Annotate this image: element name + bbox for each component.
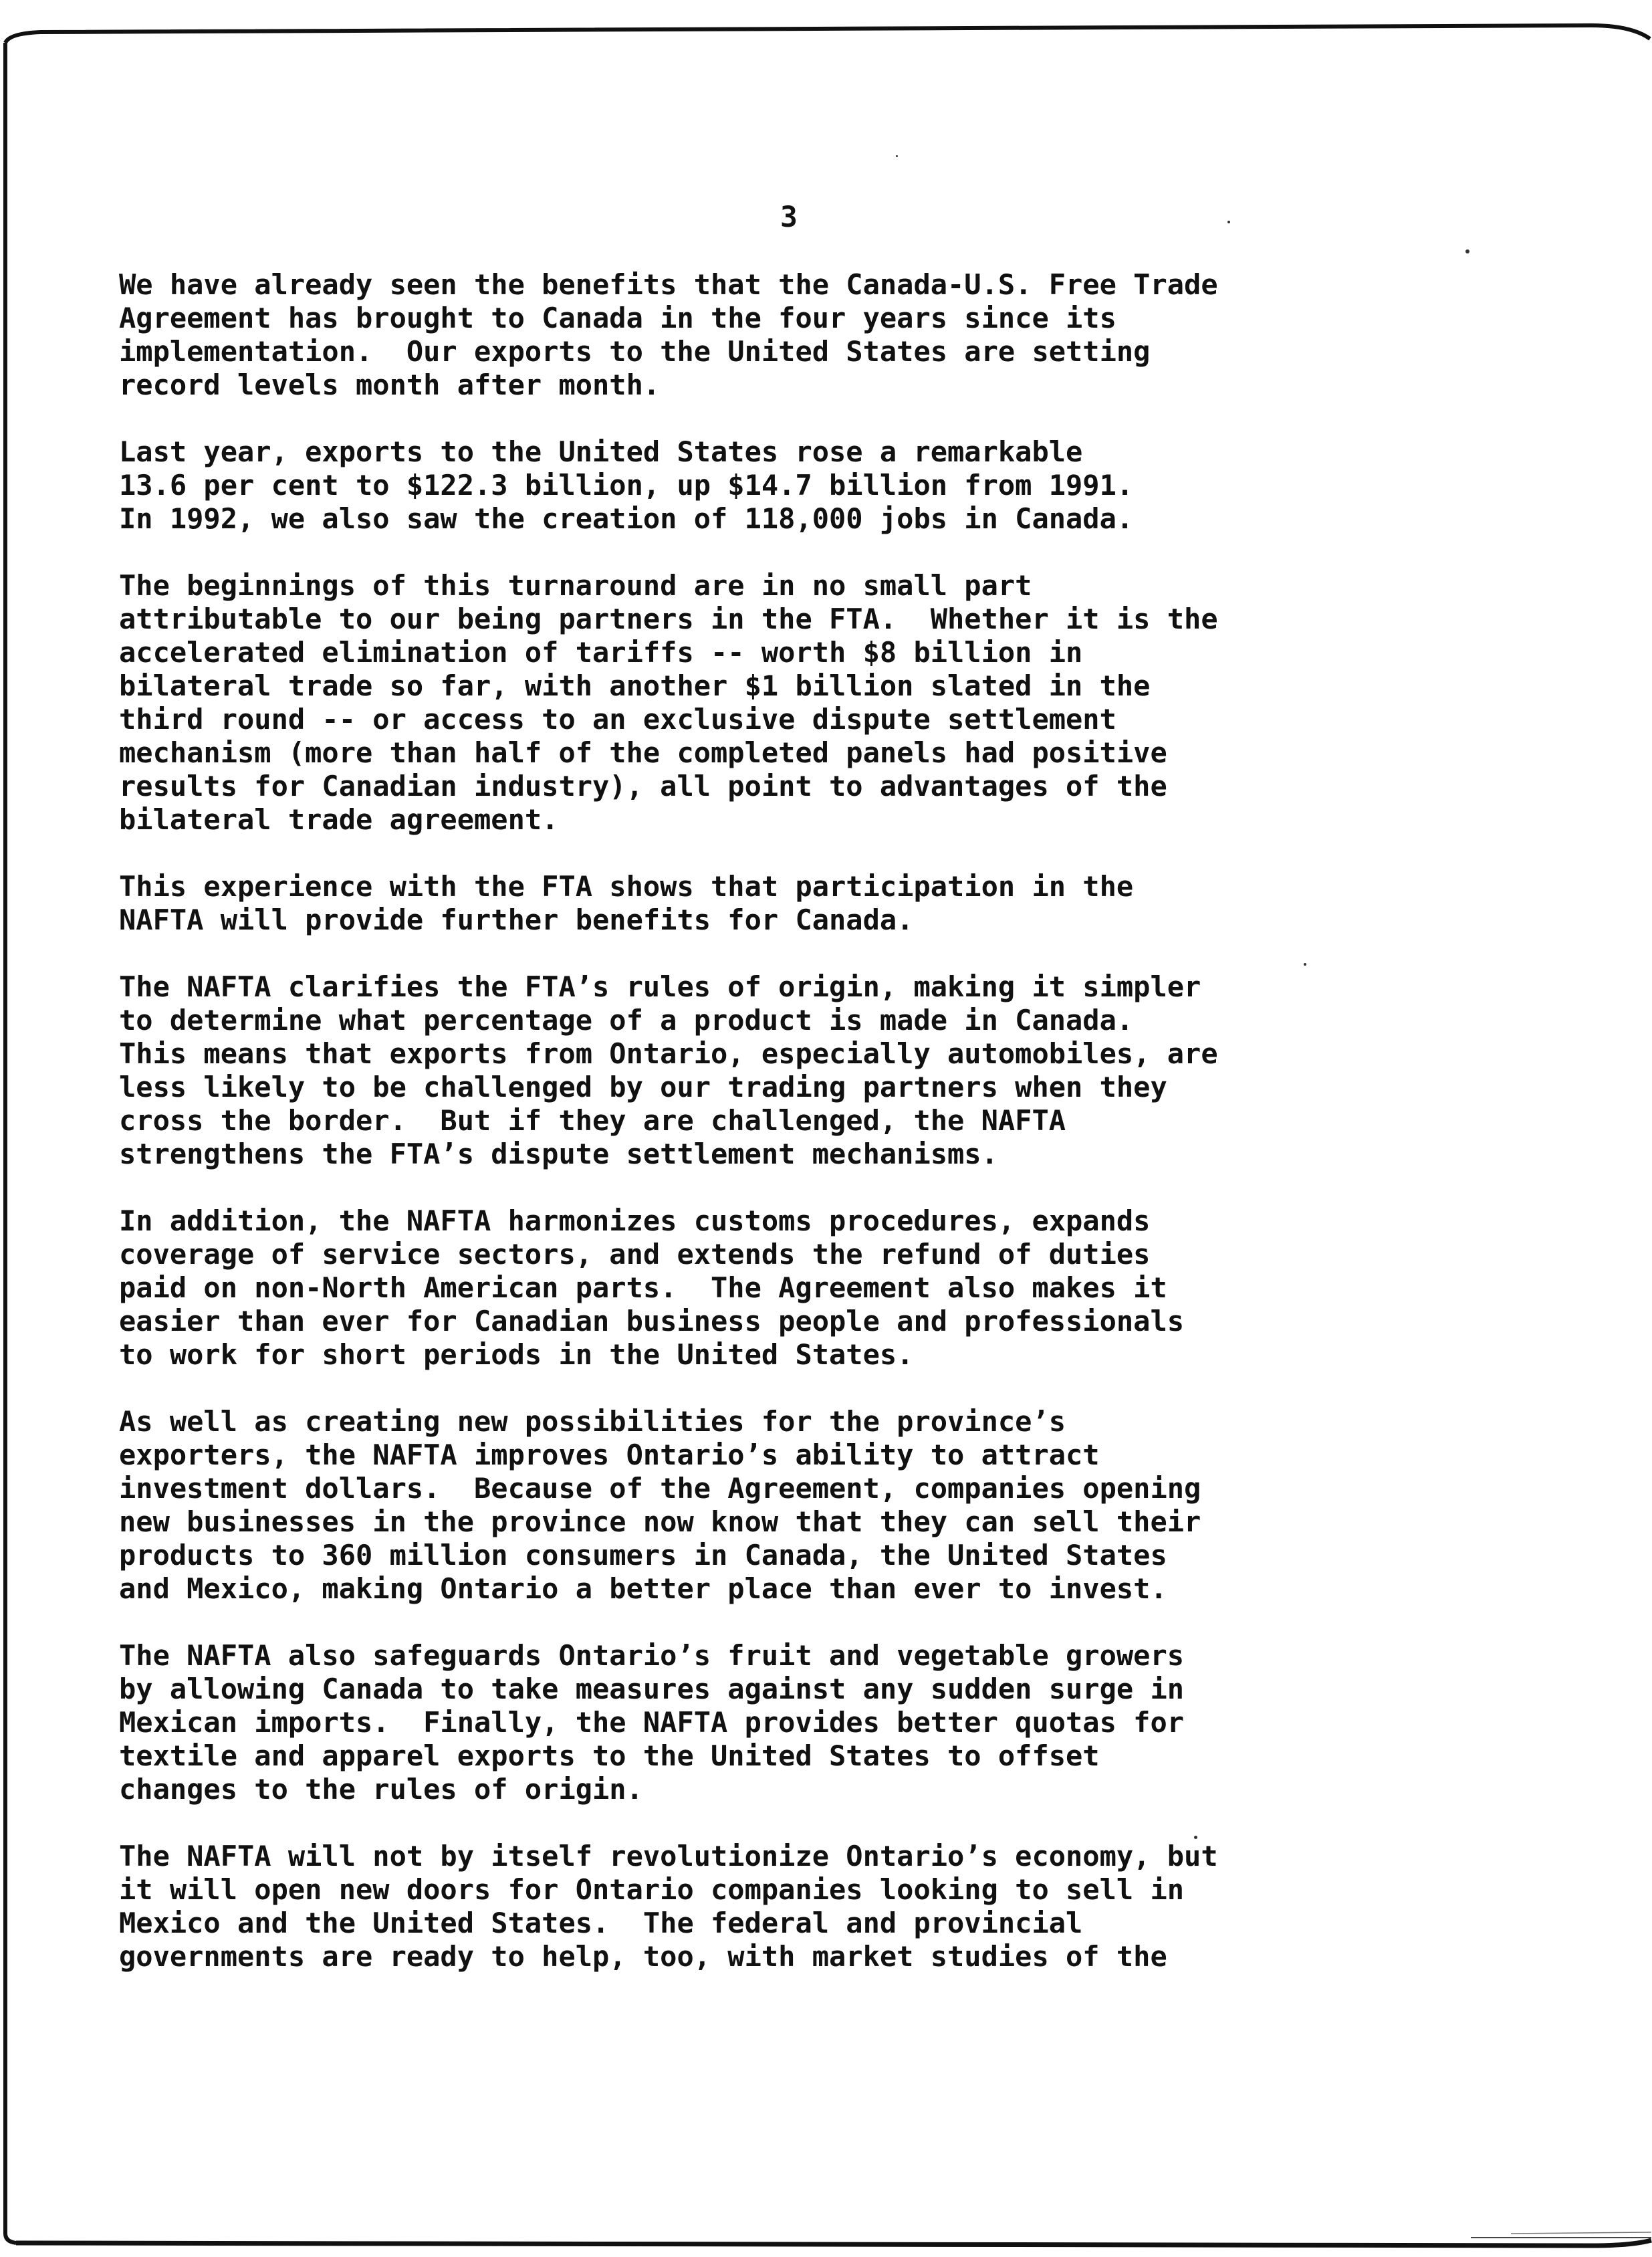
text-line: investment dollars. Because of the Agreement, companies opening [119, 1472, 1201, 1505]
text-line: by allowing Canada to take measures against any sudden surge in [119, 1673, 1185, 1705]
text-line: strengthens the FTA’s dispute settlement mechanisms. [119, 1138, 998, 1170]
text-line: exporters, the NAFTA improves Ontario’s ability to attract [119, 1438, 1100, 1471]
text-line: bilateral trade agreement. [119, 803, 559, 836]
scan-speck [896, 155, 898, 157]
text-line: to work for short periods in the United States. [119, 1338, 914, 1371]
text-line: implementation. Our exports to the United States are setting [119, 335, 1151, 368]
text-line: paid on non-North American parts. The Agreement also makes it [119, 1271, 1167, 1304]
text-line: As well as creating new possibilities for the province’s [119, 1405, 1066, 1438]
page-number: 3 [780, 201, 798, 234]
paragraph [119, 1405, 1603, 1606]
paragraph [119, 1204, 1603, 1372]
text-line: Mexican imports. Finally, the NAFTA provides better quotas for [119, 1706, 1185, 1739]
text-line: The NAFTA also safeguards Ontario’s fruit and vegetable growers [119, 1639, 1185, 1672]
text-line: results for Canadian industry), all point to advantages of the [119, 770, 1167, 802]
text-line: This means that exports from Ontario, especially automobiles, are [119, 1037, 1218, 1070]
text-line: third round -- or access to an exclusive dispute settlement [119, 703, 1116, 736]
scan-speck [1465, 249, 1469, 253]
paragraph [119, 435, 1603, 536]
text-line: record levels month after month. [119, 368, 661, 401]
text-line: bilateral trade so far, with another $1 billion slated in the [119, 669, 1151, 702]
text-line: new businesses in the province now know that they can sell their [119, 1505, 1201, 1538]
text-line: The NAFTA will not by itself revolutionize Ontario’s economy, but [119, 1840, 1218, 1872]
paragraph [119, 970, 1603, 1171]
paragraph [119, 268, 1603, 402]
text-line: In addition, the NAFTA harmonizes customs procedures, expands [119, 1204, 1151, 1237]
text-line: Agreement has brought to Canada in the four years since its [119, 302, 1116, 334]
paragraph [119, 569, 1603, 837]
text-line: NAFTA will provide further benefits for Canada. [119, 903, 914, 936]
text-line: cross the border. But if they are challenged, the NAFTA [119, 1104, 1066, 1137]
text-line: We have already seen the benefits that the Canada-U.S. Free Trade [119, 268, 1218, 301]
text-line: easier than ever for Canadian business people and professionals [119, 1305, 1185, 1337]
text-line: The NAFTA clarifies the FTA’s rules of origin, making it simpler [119, 970, 1201, 1003]
text-line: coverage of service sectors, and extends the refund of duties [119, 1238, 1151, 1271]
text-line: textile and apparel exports to the United States to offset [119, 1739, 1100, 1772]
text-line: governments are ready to help, too, with market studies of the [119, 1940, 1167, 1973]
text-line: This experience with the FTA shows that participation in the [119, 870, 1134, 903]
text-line: The beginnings of this turnaround are in no small part [119, 569, 1032, 602]
paragraph [119, 1639, 1603, 1806]
text-line: accelerated elimination of tariffs -- worth $8 billion in [119, 636, 1083, 669]
text-line: attributable to our being partners in the FTA. Whether it is the [119, 603, 1218, 635]
text-line: it will open new doors for Ontario companies looking to sell in [119, 1873, 1185, 1906]
paragraph [119, 1840, 1603, 1973]
text-line: mechanism (more than half of the completed panels had positive [119, 736, 1167, 769]
text-line: products to 360 million consumers in Canada, the United States [119, 1539, 1167, 1572]
text-line: changes to the rules of origin. [119, 1773, 643, 1806]
document-body [119, 268, 1603, 2007]
text-line: and Mexico, making Ontario a better place than ever to invest. [119, 1572, 1167, 1605]
text-line: Last year, exports to the United States rose a remarkable [119, 435, 1083, 468]
text-line: In 1992, we also saw the creation of 118,000 jobs in Canada. [119, 502, 1134, 535]
text-line: less likely to be challenged by our trading partners when they [119, 1071, 1167, 1103]
scan-speck [1227, 221, 1230, 223]
paragraph [119, 870, 1603, 937]
text-line: Mexico and the United States. The federal and provincial [119, 1907, 1083, 1939]
text-line: 13.6 per cent to $122.3 billion, up $14.7 billion from 1991. [119, 469, 1134, 502]
text-line: to determine what percentage of a product is made in Canada. [119, 1004, 1134, 1037]
